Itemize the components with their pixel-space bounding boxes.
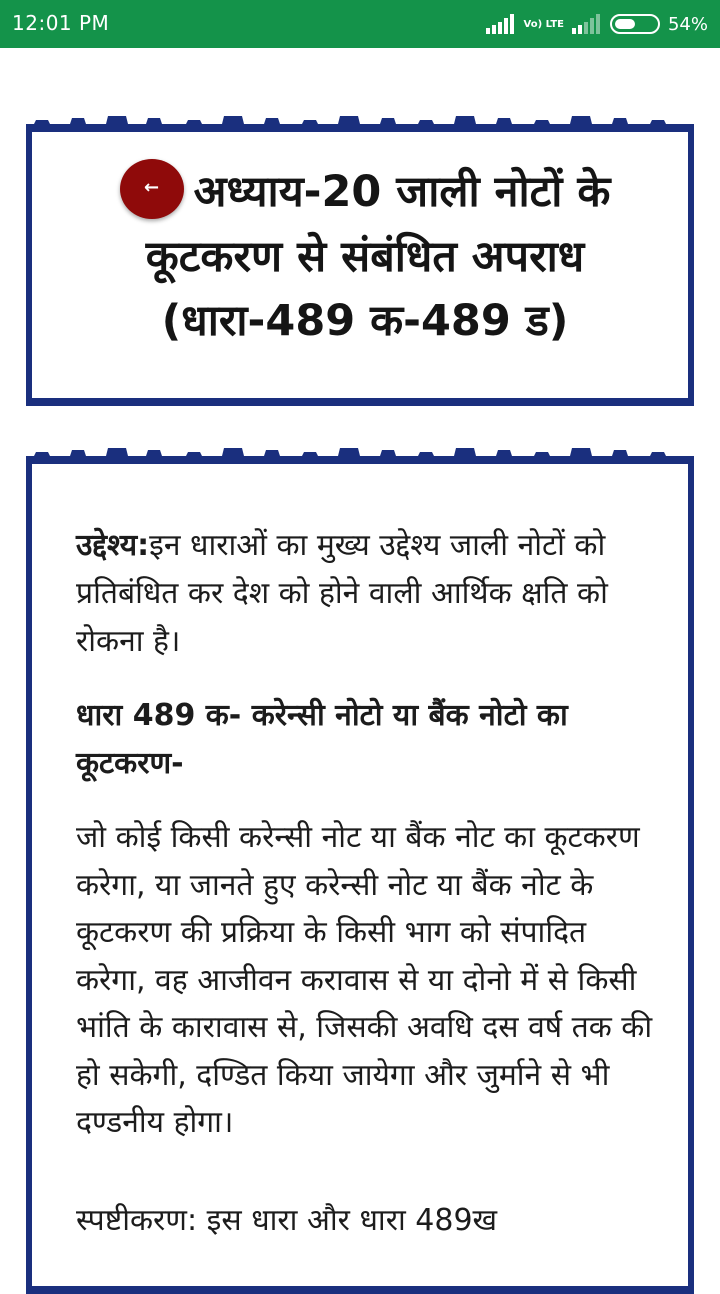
content-body (76, 522, 654, 1271)
signal-2-icon (572, 14, 602, 34)
section-heading: धारा 489 क- करेन्सी नोटो या बैंक नोटो का कूटकरण- (76, 698, 568, 781)
section-body: जो कोई किसी करेन्सी नोट या बैंक नोट का कूटकरण करेगा, या जानते हुए करेन्सी नोट या बैंक नोट के कूटकरण की प्रक्रिया के किसी भाग को संपादित करेगा, वह आजीवन करावास से या दोनो में से किसी भांति के कारावास से, जिसकी अवधि दस वर्ष तक की हो सकेगी, दण्डित किया जायेगा और जुर्माने से भी दण्डनीय होगा। (76, 820, 653, 1140)
status-time: 12:01 PM (12, 11, 110, 35)
battery-icon (610, 14, 660, 34)
content-card (26, 444, 694, 1294)
back-button[interactable] (120, 159, 184, 219)
battery-percent: 54% (667, 13, 708, 35)
objective-label: उद्देश्य: (76, 528, 150, 563)
signal-icon (486, 14, 516, 34)
status-bar (0, 0, 720, 48)
volte-lte-icon: Vo) LTE (523, 18, 564, 30)
objective-text: इन धाराओं का मुख्य उद्देश्य जाली नोटों को प्रतिबंधित कर देश को होने वाली आर्थिक क्षति को रोकना है। (76, 528, 608, 659)
chapter-title: अध्याय-20 जाली नोटों के कूटकरण से संबंधित अपराध (धारा-489 क-489 ड) (145, 167, 611, 346)
back-arrow-icon: ← (144, 176, 160, 198)
title-card (26, 112, 694, 406)
objective-paragraph (76, 522, 654, 666)
page-title (66, 160, 664, 353)
status-icons (486, 10, 709, 38)
explanation-paragraph: स्पष्टीकरण: इस धारा और धारा 489ख (76, 1202, 498, 1238)
